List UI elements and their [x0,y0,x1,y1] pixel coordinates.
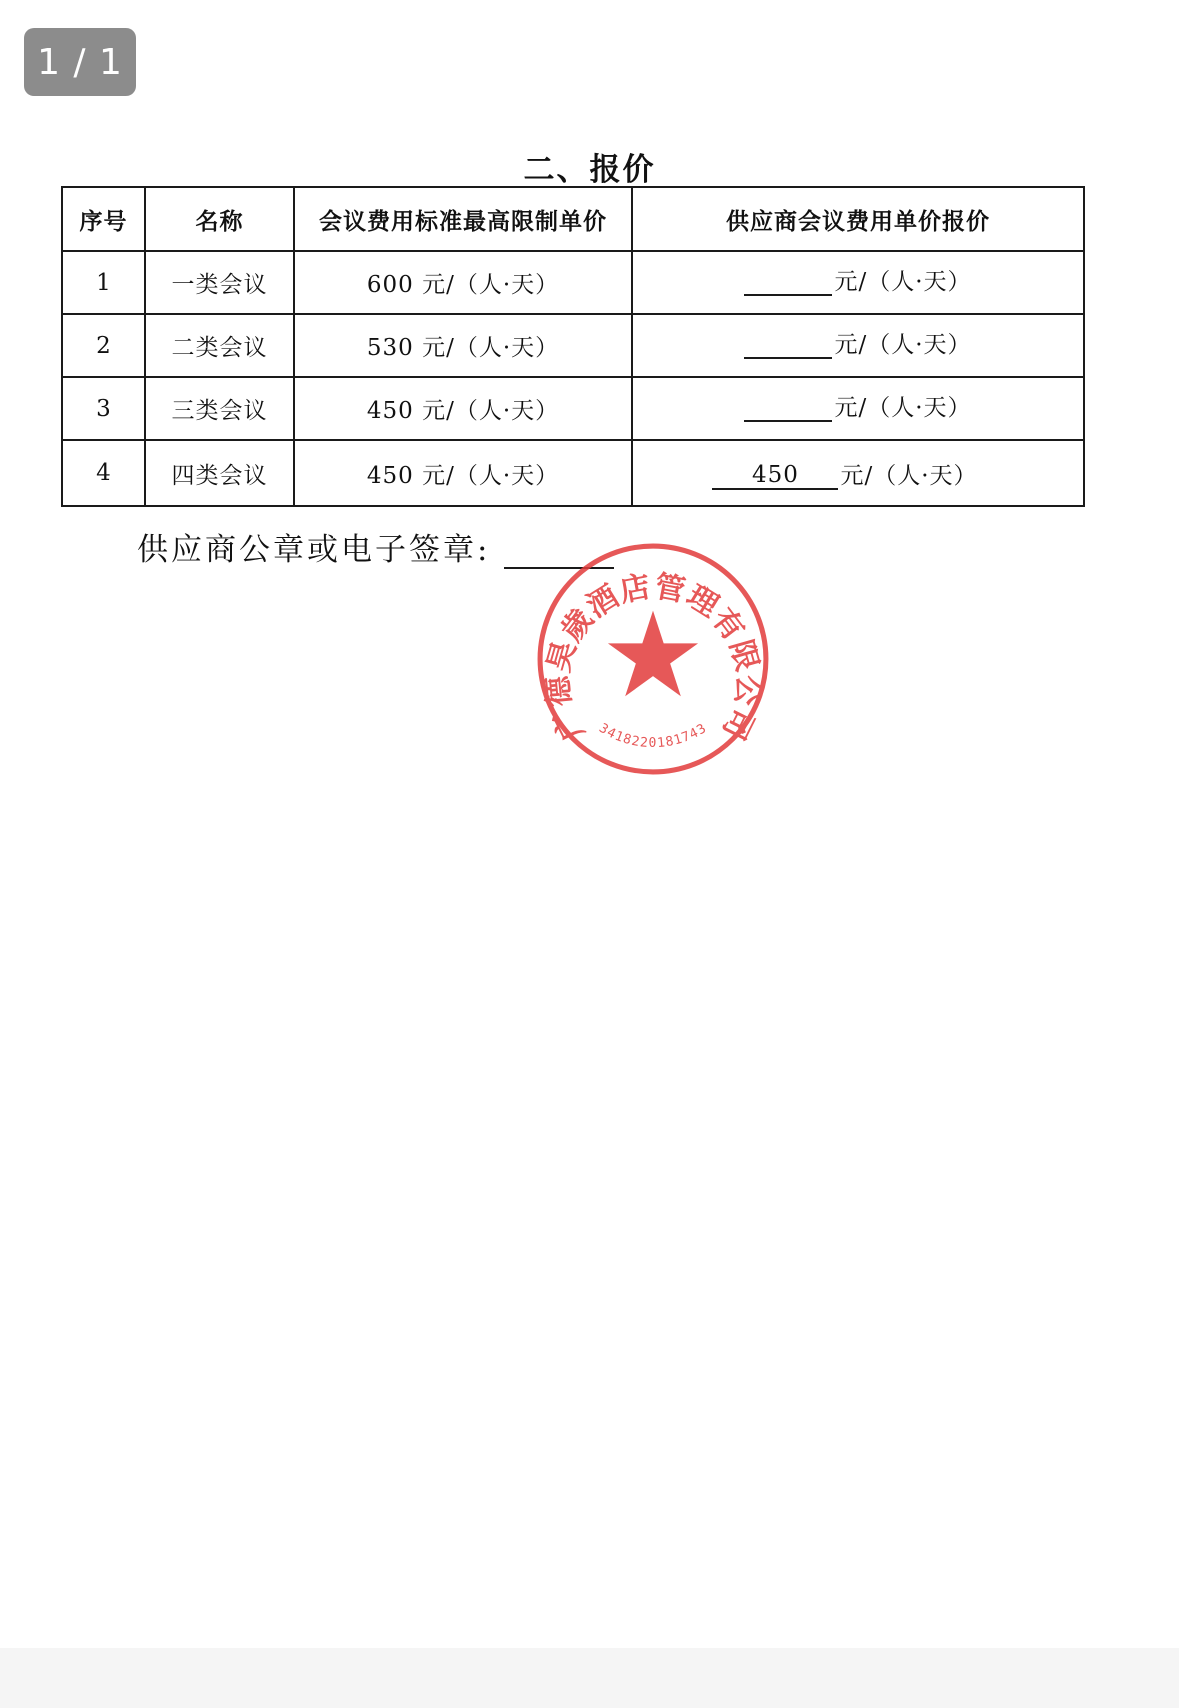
quote-unit: 元/（人·天） [834,269,972,295]
table-row [62,251,1084,314]
quote-value: 450 [712,462,838,490]
quote-blank [744,420,832,422]
row-cap-price: 600 元/（人·天） [294,251,632,314]
header-supplier-quote: 供应商会议费用单价报价 [632,187,1084,251]
quote-blank [744,357,832,359]
seal-serial: 3418220181743 [596,720,710,752]
section-title: 二、报价 [523,152,656,188]
table-header-row [62,187,1084,251]
svg-text:3418220181743 [596,721,710,751]
row-name: 二类会议 [145,314,294,377]
row-seq: 1 [62,251,145,314]
row-quote [632,377,1084,440]
row-cap-price: 450 元/（人·天） [294,377,632,440]
row-seq: 4 [62,440,145,506]
row-seq: 3 [62,377,145,440]
table-row [62,314,1084,377]
row-quote [632,314,1084,377]
row-cap-price: 450 元/（人·天） [294,440,632,506]
row-name: 四类会议 [145,440,294,506]
quote-unit: 元/（人·天） [834,395,972,421]
row-name: 一类会议 [145,251,294,314]
seal-ring-text: 广德昊歲酒店管理有限公司 [540,569,766,746]
quote-unit: 元/（人·天） [840,462,978,489]
row-name: 三类会议 [145,377,294,440]
company-seal [532,538,774,780]
row-cap-price: 530 元/（人·天） [294,314,632,377]
table-row [62,440,1084,506]
page-indicator: 1 / 1 [24,28,136,96]
table-row [62,377,1084,440]
quote-unit: 元/（人·天） [834,332,972,358]
price-table [61,186,1085,507]
row-quote [632,251,1084,314]
header-cap-price: 会议费用标准最高限制单价 [294,187,632,251]
row-seq: 2 [62,314,145,377]
header-seq: 序号 [62,187,145,251]
header-name: 名称 [145,187,294,251]
viewer-footer [0,1648,1179,1708]
signature-label: 供应商公章或电子签章: [137,532,491,568]
quote-blank [744,294,832,296]
row-quote [632,440,1084,506]
